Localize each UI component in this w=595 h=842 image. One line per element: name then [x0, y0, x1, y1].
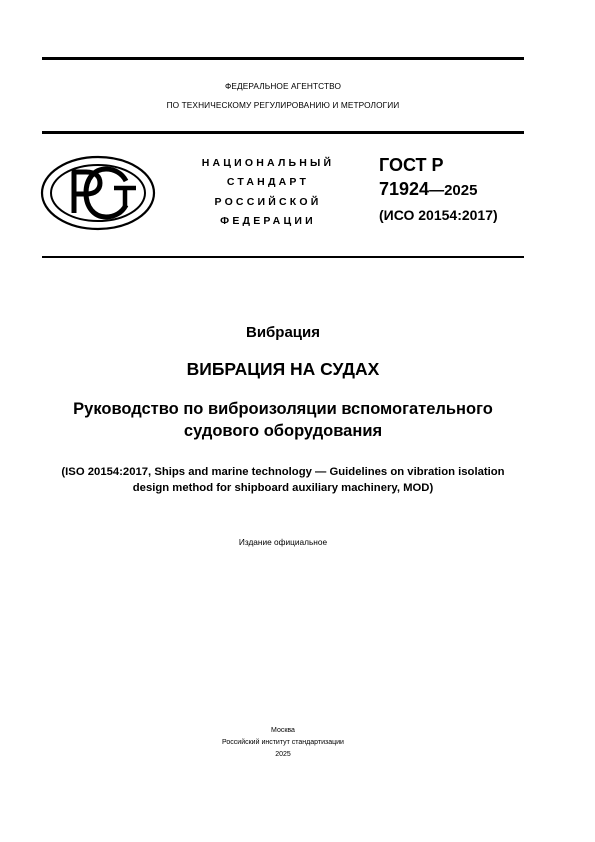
- standard-dash: —: [429, 182, 445, 199]
- iso-reference: (ИСО 20154:2017): [379, 207, 498, 223]
- subtitle-line-2: судового оборудования: [183, 422, 383, 440]
- national-standard-line: ФЕДЕРАЦИИ: [220, 214, 316, 227]
- agency-line-1: ФЕДЕРАЛЬНОЕ АГЕНТСТВО: [224, 81, 342, 91]
- imprint-year: 2025: [275, 751, 291, 758]
- standard-prefix: ГОСТ Р: [379, 155, 444, 175]
- national-standard-line: НАЦИОНАЛЬНЫЙ: [201, 157, 335, 169]
- bottom-rule: [42, 256, 524, 258]
- iso-original-title: [0, 465, 566, 496]
- middle-rule: [42, 131, 524, 134]
- imprint: [0, 725, 566, 761]
- standard-designation: [379, 153, 498, 227]
- standard-year: 2025: [444, 182, 478, 199]
- national-standard-line: РОССИЙСКОЙ: [214, 195, 322, 208]
- subtitle: [0, 398, 566, 442]
- national-standard-label: [188, 154, 348, 231]
- imprint-city: Москва: [271, 727, 295, 734]
- agency-line-2: ПО ТЕХНИЧЕСКОМУ РЕГУЛИРОВАНИЮ И МЕТРОЛОГИИ: [166, 100, 400, 110]
- subtitle-line-1: Руководство по виброизоляции вспомогательного: [73, 400, 493, 418]
- edition-label: Издание официальное: [238, 537, 328, 547]
- national-standard-line: СТАНДАРТ: [226, 176, 310, 189]
- imprint-publisher: Российский институт стандартизации: [222, 739, 344, 746]
- standard-number-line: [379, 177, 498, 203]
- general-title: Вибрация: [245, 324, 321, 341]
- iso-title-line-1: (ISO 20154:2017, Ships and marine technology — Guidelines on vibration isolation: [61, 466, 505, 478]
- standard-number: 71924: [379, 179, 430, 199]
- main-title: ВИБРАЦИЯ НА СУДАХ: [186, 359, 380, 379]
- iso-title-line-2: design method for shipboard auxiliary machinery, MOD): [132, 481, 434, 494]
- gost-r-logo-icon: [40, 155, 158, 231]
- top-rule: [42, 57, 524, 60]
